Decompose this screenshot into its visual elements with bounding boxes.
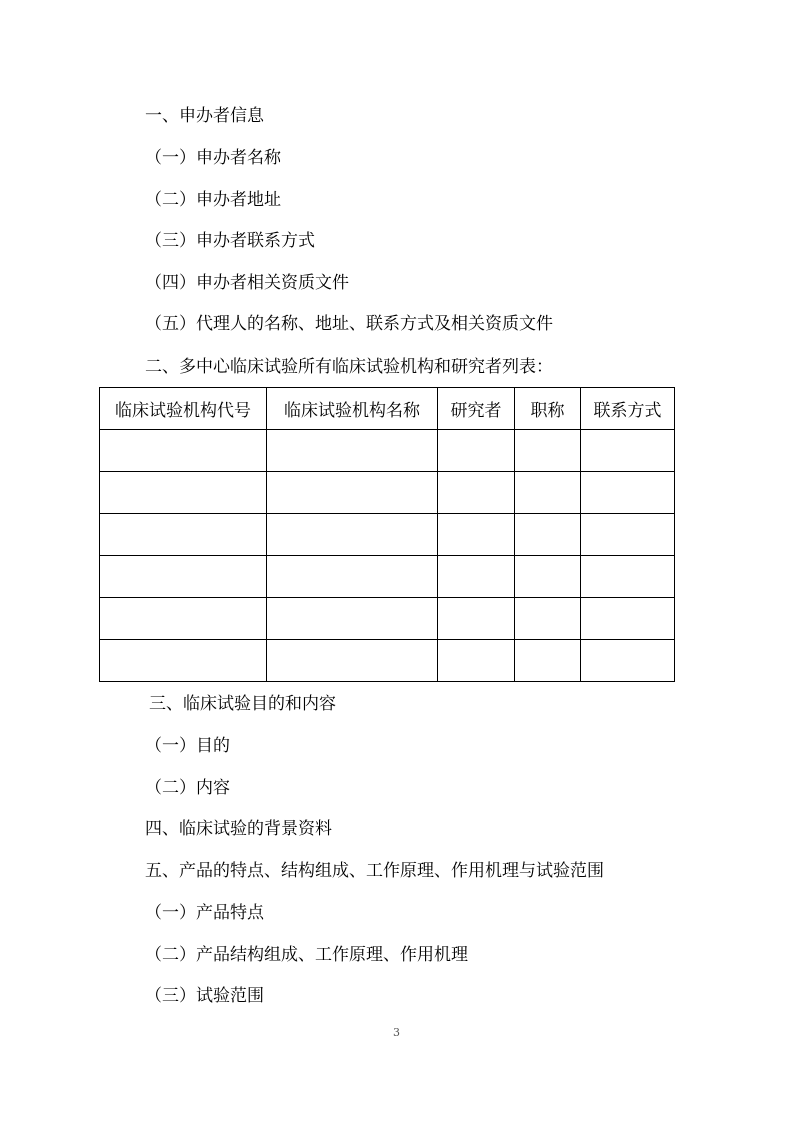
table-cell [100, 640, 267, 682]
section1-item-sponsor-address: （二）申办者地址 [145, 190, 281, 210]
section5-item-features: （一）产品特点 [145, 903, 264, 923]
table-cell [581, 514, 675, 556]
table-row [100, 598, 675, 640]
section5-item-structure: （二）产品结构组成、工作原理、作用机理 [145, 945, 468, 965]
header-contact: 联系方式 [581, 388, 675, 430]
table-row [100, 472, 675, 514]
table-row [100, 430, 675, 472]
table-cell [581, 598, 675, 640]
table-cell [100, 598, 267, 640]
table-cell [438, 556, 515, 598]
table-cell [267, 472, 438, 514]
table-cell [267, 640, 438, 682]
table-cell [100, 472, 267, 514]
table-cell [267, 514, 438, 556]
section2-heading: 二、多中心临床试验所有临床试验机构和研究者列表： [145, 357, 553, 377]
table-cell [438, 640, 515, 682]
section1-item-sponsor-name: （一）申办者名称 [145, 148, 281, 168]
table-cell [267, 556, 438, 598]
table-cell [100, 514, 267, 556]
page-number: 3 [393, 1026, 400, 1039]
table-cell [438, 514, 515, 556]
table-cell [515, 430, 581, 472]
table-row [100, 556, 675, 598]
header-title: 职称 [515, 388, 581, 430]
table-cell [515, 514, 581, 556]
investigator-table [99, 387, 675, 682]
table-row [100, 640, 675, 682]
table-cell [267, 430, 438, 472]
table-cell [581, 430, 675, 472]
table-cell [581, 472, 675, 514]
section5-item-scope: （三）试验范围 [145, 986, 264, 1006]
table-cell [438, 472, 515, 514]
section3-item-content: （二）内容 [145, 778, 230, 798]
table-cell [438, 598, 515, 640]
table-row [100, 514, 675, 556]
table-cell [515, 556, 581, 598]
table-cell [515, 472, 581, 514]
table-cell [581, 556, 675, 598]
table-cell [515, 598, 581, 640]
section3-item-purpose: （一）目的 [145, 736, 230, 756]
table-cell [515, 640, 581, 682]
section1-item-sponsor-qualification: （四）申办者相关资质文件 [145, 273, 349, 293]
header-institution-code: 临床试验机构代号 [100, 388, 267, 430]
header-investigator: 研究者 [438, 388, 515, 430]
header-institution-name: 临床试验机构名称 [267, 388, 438, 430]
table-cell [267, 598, 438, 640]
section1-heading: 一、申办者信息 [145, 106, 264, 126]
table-cell [100, 430, 267, 472]
section1-item-sponsor-contact: （三）申办者联系方式 [145, 231, 315, 251]
table-cell [438, 430, 515, 472]
section3-heading: 三、临床试验目的和内容 [149, 694, 336, 714]
section1-item-agent-info: （五）代理人的名称、地址、联系方式及相关资质文件 [145, 314, 553, 334]
table-cell [581, 640, 675, 682]
table-header-row [100, 388, 675, 430]
section4-heading: 四、临床试验的背景资料 [145, 819, 332, 839]
table-cell [100, 556, 267, 598]
section5-heading: 五、产品的特点、结构组成、工作原理、作用机理与试验范围 [145, 861, 604, 881]
